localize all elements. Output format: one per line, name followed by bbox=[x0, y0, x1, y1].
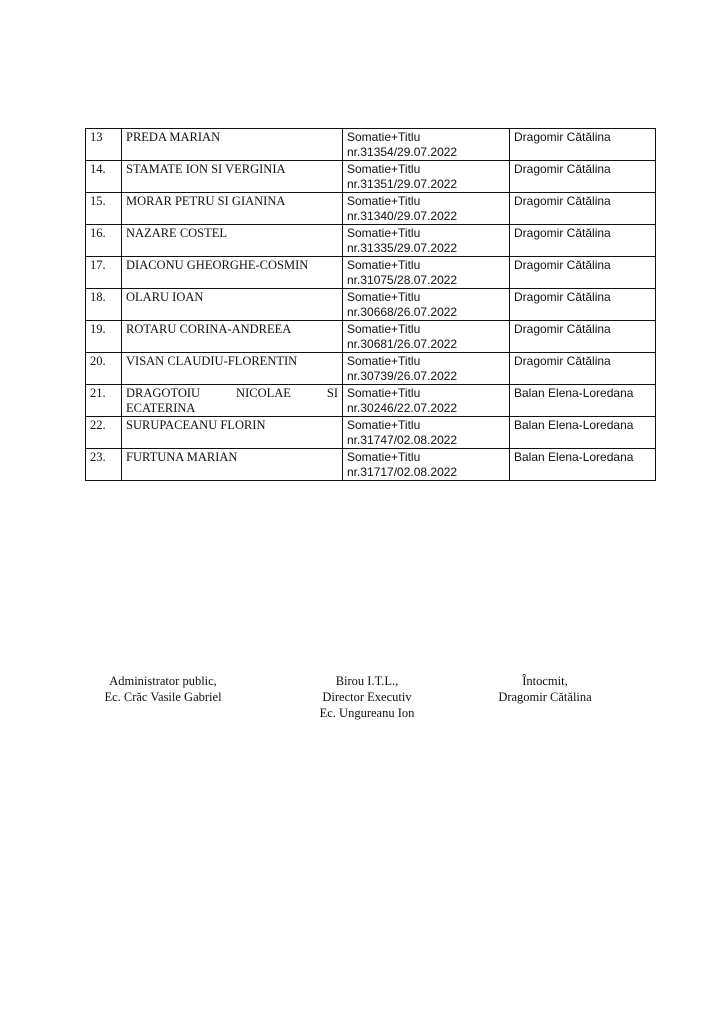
document-type: Somatie+Titlu bbox=[347, 226, 421, 240]
responsible-person: Dragomir Cătălina bbox=[510, 161, 656, 193]
document-type: Somatie+Titlu bbox=[347, 386, 421, 400]
document-reference: nr.31354/29.07.2022 bbox=[347, 145, 458, 159]
row-number: 17. bbox=[86, 257, 122, 289]
table-row bbox=[86, 385, 656, 417]
row-number: 21. bbox=[86, 385, 122, 417]
document-reference: nr.30681/26.07.2022 bbox=[347, 337, 458, 351]
debtor-name: VISAN CLAUDIU-FLORENTIN bbox=[122, 353, 343, 385]
document-cell bbox=[343, 225, 510, 257]
row-number: 20. bbox=[86, 353, 122, 385]
signature-director bbox=[282, 673, 452, 721]
responsible-person: Dragomir Cătălina bbox=[510, 193, 656, 225]
responsible-person: Balan Elena-Loredana bbox=[510, 385, 656, 417]
document-reference: nr.31335/29.07.2022 bbox=[347, 241, 458, 255]
debtor-name: ROTARU CORINA-ANDREEA bbox=[122, 321, 343, 353]
debtor-name: FURTUNA MARIAN bbox=[122, 449, 343, 481]
debtor-name-line1: DRAGOTOIU NICOLAE SI bbox=[126, 386, 338, 400]
document-type: Somatie+Titlu bbox=[347, 354, 421, 368]
document-cell bbox=[343, 257, 510, 289]
debtor-name: SURUPACEANU FLORIN bbox=[122, 417, 343, 449]
responsible-person: Dragomir Cătălina bbox=[510, 353, 656, 385]
debtor-name: PREDA MARIAN bbox=[122, 129, 343, 161]
signature-name: Dragomir Cătălina bbox=[498, 690, 592, 704]
table-row bbox=[86, 353, 656, 385]
row-number: 13 bbox=[86, 129, 122, 161]
signature-name: Ec. Crăc Vasile Gabriel bbox=[104, 690, 222, 704]
debtor-name bbox=[122, 385, 343, 417]
table-row bbox=[86, 449, 656, 481]
document-reference: nr.30668/26.07.2022 bbox=[347, 305, 458, 319]
signature-name: Ec. Ungureanu Ion bbox=[319, 706, 415, 720]
document-type: Somatie+Titlu bbox=[347, 258, 421, 272]
document-reference: nr.31340/29.07.2022 bbox=[347, 209, 458, 223]
document-type: Somatie+Titlu bbox=[347, 322, 421, 336]
debtor-name-line2: ECATERINA bbox=[126, 401, 196, 415]
responsible-person: Dragomir Cătălina bbox=[510, 289, 656, 321]
records-table bbox=[85, 128, 656, 481]
document-type: Somatie+Titlu bbox=[347, 450, 421, 464]
row-number: 23. bbox=[86, 449, 122, 481]
table-row bbox=[86, 289, 656, 321]
row-number: 19. bbox=[86, 321, 122, 353]
row-number: 22. bbox=[86, 417, 122, 449]
document-reference: nr.31717/02.08.2022 bbox=[347, 465, 458, 479]
table-row bbox=[86, 321, 656, 353]
document-cell bbox=[343, 449, 510, 481]
document-type: Somatie+Titlu bbox=[347, 130, 421, 144]
table-row bbox=[86, 417, 656, 449]
table-row bbox=[86, 129, 656, 161]
signature-role: Director Executiv bbox=[322, 690, 412, 704]
document-cell bbox=[343, 385, 510, 417]
table-row bbox=[86, 193, 656, 225]
debtor-name: NAZARE COSTEL bbox=[122, 225, 343, 257]
row-number: 16. bbox=[86, 225, 122, 257]
row-number: 14. bbox=[86, 161, 122, 193]
table-row bbox=[86, 257, 656, 289]
document-reference: nr.31351/29.07.2022 bbox=[347, 177, 458, 191]
document-type: Somatie+Titlu bbox=[347, 418, 421, 432]
document-cell bbox=[343, 161, 510, 193]
signature-role: Administrator public, bbox=[109, 674, 217, 688]
document-type: Somatie+Titlu bbox=[347, 290, 421, 304]
document-cell bbox=[343, 193, 510, 225]
debtor-name: STAMATE ION SI VERGINIA bbox=[122, 161, 343, 193]
signature-administrator bbox=[78, 673, 248, 705]
document-cell bbox=[343, 417, 510, 449]
document-reference: nr.30246/22.07.2022 bbox=[347, 401, 458, 415]
responsible-person: Balan Elena-Loredana bbox=[510, 417, 656, 449]
table-row bbox=[86, 161, 656, 193]
row-number: 15. bbox=[86, 193, 122, 225]
document-reference: nr.31075/28.07.2022 bbox=[347, 273, 458, 287]
responsible-person: Dragomir Cătălina bbox=[510, 321, 656, 353]
debtor-name: OLARU IOAN bbox=[122, 289, 343, 321]
responsible-person: Balan Elena-Loredana bbox=[510, 449, 656, 481]
document-reference: nr.30739/26.07.2022 bbox=[347, 369, 458, 383]
document-reference: nr.31747/02.08.2022 bbox=[347, 433, 458, 447]
responsible-person: Dragomir Cătălina bbox=[510, 225, 656, 257]
document-type: Somatie+Titlu bbox=[347, 194, 421, 208]
table-row bbox=[86, 225, 656, 257]
signature-role: Întocmit, bbox=[522, 674, 568, 688]
document-type: Somatie+Titlu bbox=[347, 162, 421, 176]
responsible-person: Dragomir Cătălina bbox=[510, 257, 656, 289]
debtor-name: MORAR PETRU SI GIANINA bbox=[122, 193, 343, 225]
signature-department: Birou I.T.L., bbox=[335, 674, 399, 688]
document-cell bbox=[343, 129, 510, 161]
records-table-body bbox=[86, 129, 656, 481]
debtor-name: DIACONU GHEORGHE-COSMIN bbox=[122, 257, 343, 289]
row-number: 18. bbox=[86, 289, 122, 321]
signature-prepared-by bbox=[470, 673, 620, 705]
document-cell bbox=[343, 321, 510, 353]
document-cell bbox=[343, 289, 510, 321]
document-cell bbox=[343, 353, 510, 385]
responsible-person: Dragomir Cătălina bbox=[510, 129, 656, 161]
